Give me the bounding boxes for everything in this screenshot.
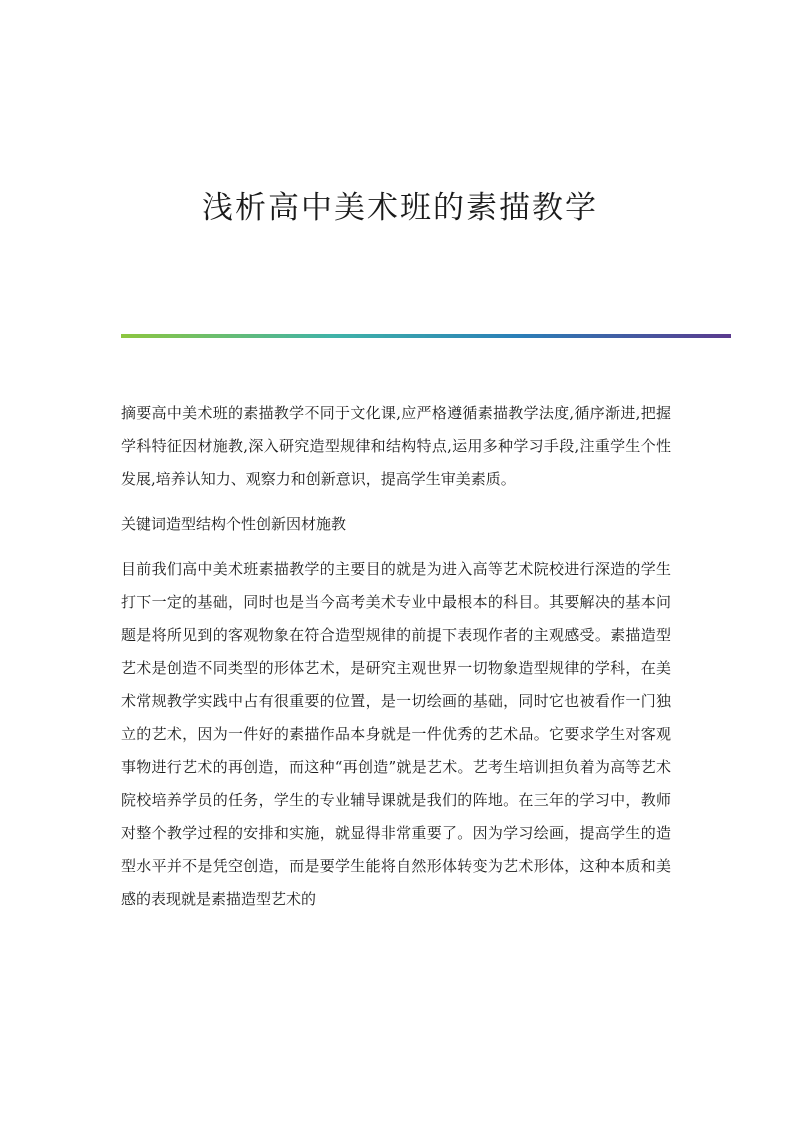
document-body bbox=[121, 397, 671, 928]
abstract-paragraph: 摘要高中美术班的素描教学不同于文化课,应严格遵循素描教学法度,循序渐进,把握学科特征因材施教,深入研究造型规律和结构特点,运用多种学习手段,注重学生个性发展,培养认知力、观察力和创新意识，提高学生审美素质。 bbox=[121, 404, 671, 488]
document-title: 浅析高中美术班的素描教学 bbox=[202, 190, 598, 226]
body-paragraph: 目前我们高中美术班素描教学的主要目的就是为进入高等艺术院校进行深造的学生打下一定的基础，同时也是当今高考美术专业中最根本的科目。其要解决的基本问题是将所见到的客观物象在符合造型规律的前提下表现作者的主观感受。素描造型艺术是创造不同类型的形体艺术，是研究主观世界一切物象造型规律的学科，在美术常规教学实践中占有很重要的位置，是一切绘画的基础，同时它也被看作一门独立的艺术，因为一件好的素描作品本身就是一件优秀的艺术品。它要求学生对客观事物进行艺术的再创造，而这种“再创造”就是艺术。艺考生培训担负着为高等艺术院校培养学员的任务，学生的专业辅导课就是我们的阵地。在三年的学习中，教师对整个教学过程的安排和实施，就显得非常重要了。因为学习绘画，提高学生的造型水平并不是凭空创造，而是要学生能将自然形体转变为艺术形体，这种本质和美感的表现就是素描造型艺术的 bbox=[121, 560, 671, 908]
title-divider bbox=[121, 334, 731, 338]
keywords-line: 关键词造型结构个性创新因材施教 bbox=[121, 515, 347, 533]
